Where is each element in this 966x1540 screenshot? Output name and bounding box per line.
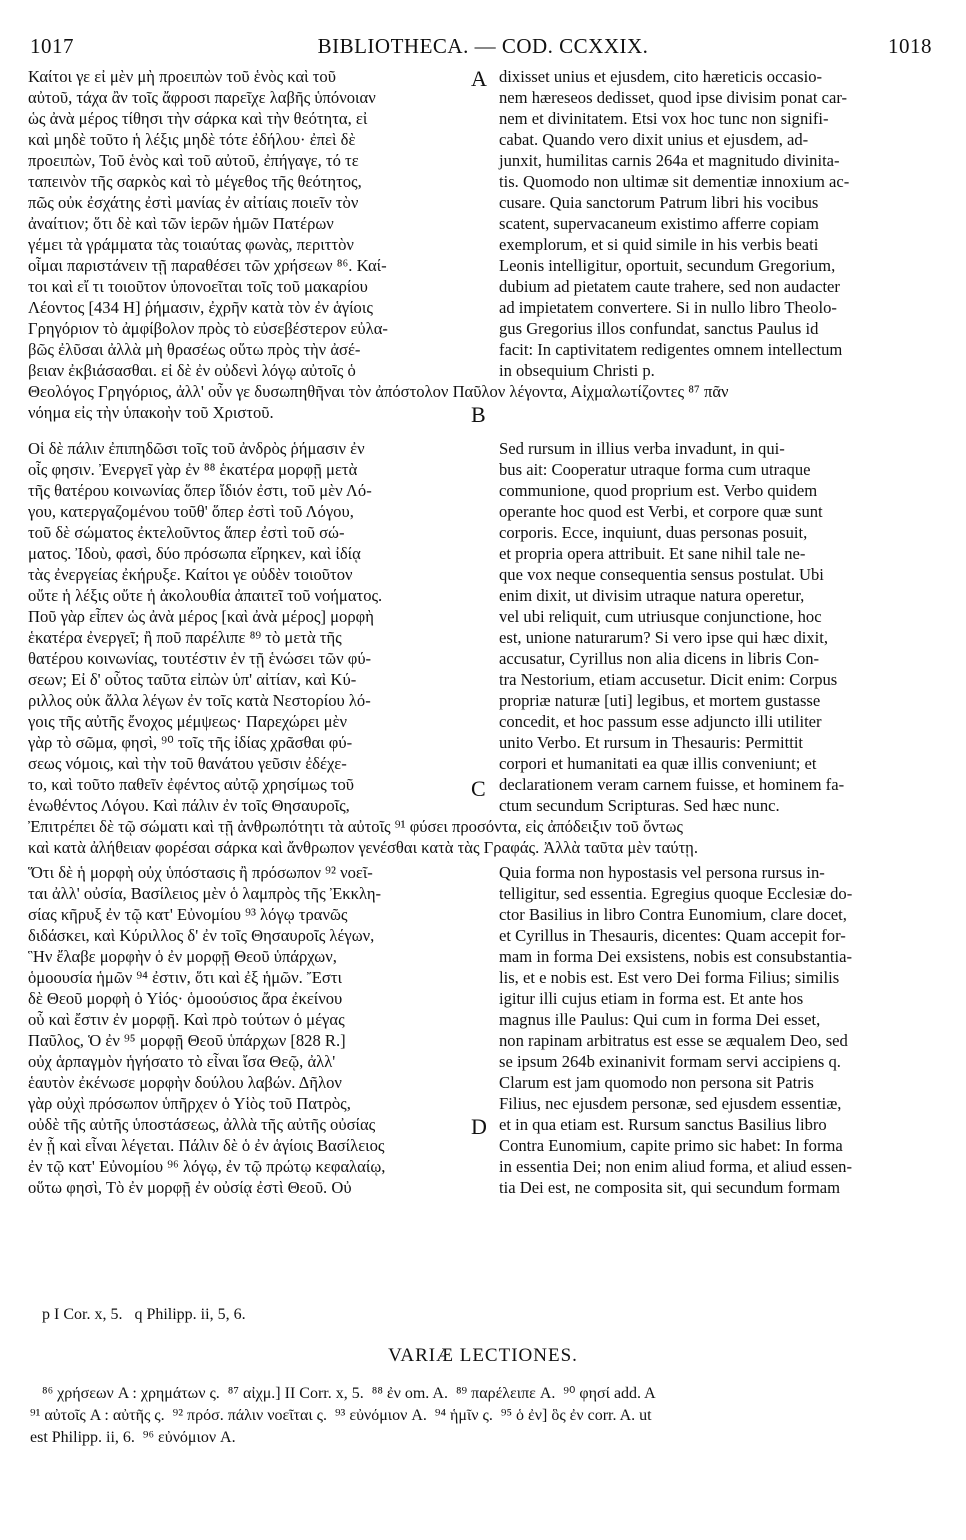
- greek-text-line: δὲ Θεοῦ μορφὴ ὁ Υἱός· ὁμοούσιος ἄρα ἐκείνου: [28, 989, 343, 1008]
- latin-text-line: igitur illi cujus etiam in forma est. Et ante hos: [499, 989, 804, 1008]
- left-page-number: 1017: [30, 34, 74, 58]
- greek-text-line: τὰς ἐνεργείας ἐκήρυξε. Καίτοι γε οὐδὲν τοιοῦτον: [28, 565, 353, 584]
- margin-letter-a: A: [471, 66, 487, 91]
- greek-text-line: ματος. Ἰδοὺ, φασὶ, δύο πρόσωπα εἴρηκεν, καὶ ἰδίᾳ: [28, 544, 361, 563]
- greek-text-line: οὗ καὶ ἔστιν ἐν μορφῇ. Καὶ πρὸ τούτων ὁ μέγας: [28, 1010, 345, 1029]
- greek-text-line: τοῦ δὲ σώματος ἐκτελοῦντος ἅπερ ἐστὶ τοῦ σώ-: [28, 523, 345, 542]
- latin-text-line: dixisset unius et ejusdem, cito hæreticis occasio-: [499, 67, 823, 86]
- latin-text-line: enim dixit, ut divisim utraque natura operetur,: [499, 586, 805, 605]
- greek-text-line: Γρηγόριον τὸ ἀμφίβολον πρὸς τὸ εὐσεβέστερον εὐλα-: [28, 319, 388, 338]
- greek-text-line: ἑκατέρα ἐνεργεῖ; ἢ ποῦ παρέλιπε ⁸⁹ τὸ μετὰ τῆς: [28, 628, 342, 647]
- full-width-line: Ἐπιτρέπει δὲ τῷ σώματι καὶ τῇ ἀνθρωπότητι τὰ αὐτοῖς ⁹¹ φύσει προσόντα, εἰς ἀπόδειξιν τοῦ ὄντως: [28, 817, 683, 836]
- latin-text-line: corporis. Ecce, inquiunt, duas personas posuit,: [499, 523, 808, 542]
- greek-text-line: Οἱ δὲ πάλιν ἐπιπηδῶσι τοῖς τοῦ ἀνδρὸς ῥήμασιν ἐν: [28, 439, 365, 458]
- latin-text-line: nem et divinitatem. Etsi vox hoc tunc non signifi-: [499, 109, 829, 128]
- latin-text-line: nem hæreseos dedisset, quod ipse divisim ponat car-: [499, 88, 848, 107]
- greek-text-line: θατέρου κοινωνίας, τουτέστιν ἐν τῇ ἑνώσει τῶν φύ-: [28, 649, 372, 668]
- greek-text-line: ἑαυτὸν ἐκένωσε μορφὴν δούλου λαβών. Δῆλον: [28, 1073, 342, 1092]
- latin-text-line: in essentia Dei; non enim aliud forma, et aliud essen-: [499, 1157, 852, 1176]
- greek-text-line: ταπεινὸν τῆς σαρκὸς καὶ τὸ μέγεθος τῆς θεότητος,: [28, 172, 362, 191]
- latin-text-line: Clarum est jam quomodo non persona sit Patris: [499, 1073, 814, 1092]
- greek-text-line: οὐχ ἁρπαγμὸν ἡγήσατο τὸ εἶναι ἴσα Θεῷ, ἀλλ': [28, 1052, 336, 1071]
- variant-line: ⁸⁶ χρήσεων A : χρημάτων ς. ⁸⁷ αἰχμ.] II Corr. x, 5. ⁸⁸ ἐν om. A. ⁸⁹ παρέλειπε A. ⁹⁰ φησί add. A: [42, 1385, 656, 1402]
- greek-text-line: οἷς φησιν. Ἐνεργεῖ γὰρ ἐν ⁸⁸ ἑκατέρα μορφῇ μετὰ: [28, 460, 358, 479]
- latin-text-line: mam in forma Dei exsistens, nobis est consubstantia-: [499, 947, 853, 966]
- greek-text-line: ὁμοουσία ἡμῶν ⁹⁴ ἐστιν, ὅτι καὶ ἐξ ἡμῶν. Ἔστι: [28, 968, 342, 987]
- latin-text-line: telligitur, sed essentia. Egregius quoque Ecclesiæ do-: [499, 884, 853, 903]
- greek-text-line: ται ἀλλ' οὐσία, Βασίλειος μὲν ὁ λαμπρὸς τῆς Ἐκκλη-: [28, 884, 382, 903]
- greek-text-line: Λέοντος [434 H] ῥήμασιν, ἐχρῆν κατὰ τὸν ἐν ἁγίοις: [28, 298, 373, 317]
- full-width-line: Θεολόγος Γρηγόριος, ἀλλ' οὖν γε δυσωπηθῆναι τὸν ἀπόστολον Παῦλον λέγοντα, Αἰχμαλωτίζοντες ⁸⁷ πᾶν: [28, 382, 729, 401]
- latin-text-line: tis. Quomodo non ultimæ sit dementiæ innoxium ac-: [499, 172, 850, 191]
- latin-text-line: vel ubi reliquit, cum utriusque conjunctione, hoc: [499, 607, 822, 626]
- running-header: [0, 34, 966, 60]
- latin-text-line: et in qua etiam est. Rursum sanctus Basilius libro: [499, 1115, 827, 1134]
- greek-text-line: το, καὶ τοῦτο παθεῖν ἐφέντος αὐτῷ χρησίμως τοῦ: [28, 775, 354, 794]
- latin-text-line: gus Gregorius illos confundat, sanctus Paulus id: [499, 319, 819, 338]
- latin-text-line: bus ait: Cooperatur utraque forma cum utraque: [499, 460, 811, 479]
- latin-text-line: ad impietatem convertere. Si in nullo libro Theolo-: [499, 298, 837, 317]
- variant-line: est Philipp. ii, 6. ⁹⁶ εὐνόμιον A.: [30, 1429, 236, 1446]
- greek-text-line: γοις τῆς αὐτῆς ἔνοχος μέμψεως· Παρεχώρει μὲν: [28, 712, 347, 731]
- latin-text-line: se ipsum 264b exinanivit formam servi accipiens q.: [499, 1052, 841, 1071]
- latin-text-line: tia Dei est, ne composita sit, qui secundum formam: [499, 1178, 841, 1197]
- greek-text-line: ριλλος οὐκ ἄλλα λέγων ἐν τοῖς κατὰ Νεστορίου λό-: [28, 691, 371, 710]
- latin-text-line: lis, et e nobis est. Est vero Dei forma Filius; similis: [499, 968, 840, 987]
- latin-text-line: dubium ad pietatem caute trahere, sed non audacter: [499, 277, 840, 296]
- right-page-number: 1018: [888, 34, 932, 58]
- greek-text-line: ἐν τῷ κατ' Εὐνομίου ⁹⁶ λόγῳ, ἐν τῷ πρώτῳ κεφαλαίῳ,: [28, 1157, 386, 1176]
- greek-text-line: βειαν ἐκβιάσασθαι. εἰ δὲ ἐν οὐδενὶ λόγῳ αὐτοῖς ὁ: [28, 361, 356, 380]
- greek-text-line: τοι καὶ εἴ τι τοιοῦτον ὑπονοεῖται τοῖς τοῦ μακαρίου: [28, 277, 368, 296]
- greek-text-line: Ποῦ γὰρ εἶπεν ὡς ἀνὰ μέρος [καὶ ἀνὰ μέρος] μορφὴ: [28, 607, 374, 626]
- greek-text-line: οὕτω φησὶ, Τὸ ἐν μορφῇ ἐν οὐσίᾳ ἐστὶ Θεοῦ. Οὐ: [28, 1178, 352, 1197]
- latin-text-line: propriæ naturæ [uti] legibus, et mortem gustasse: [499, 691, 821, 710]
- latin-text-line: communione, quod proprium est. Verbo quidem: [499, 481, 818, 500]
- greek-text-line: διδάσκει, καὶ Κύριλλος δ' ἐν τοῖς Θησαυροῖς λέγων,: [28, 926, 375, 945]
- latin-text-line: concedit, et hoc passum esse adjuncto illi utiliter: [499, 712, 822, 731]
- greek-text-line: ἑνωθέντος Λόγου. Καὶ πάλιν ἐν τοῖς Θησαυροῖς,: [28, 796, 350, 815]
- greek-text-line: ἐν ᾗ καὶ εἶναι λέγεται. Πάλιν δὲ ὁ ἐν ἁγίοις Βασίλειος: [28, 1136, 385, 1155]
- latin-text-line: Leonis intelligitur, oportuit, secundum Gregorium,: [499, 256, 836, 275]
- header-title: BIBLIOTHECA. — COD. CCXXIX.: [317, 34, 649, 58]
- greek-text-line: ἀναίτιον; ὅτι δὲ καὶ τῶν ἱερῶν ἡμῶν Πατέρων: [28, 214, 334, 233]
- footnote: p I Cor. x, 5. q Philipp. ii, 5, 6.: [42, 1306, 246, 1323]
- greek-text-line: σίας κῆρυξ ἐν τῷ κατ' Εὐνομίου ⁹³ λόγῳ τρανῶς: [28, 905, 348, 924]
- greek-text-line: Ὅτι δὲ ἡ μορφὴ οὐχ ὑπόστασις ἢ πρόσωπον ⁹² νοεῖ-: [28, 863, 373, 882]
- latin-text-line: Sed rursum in illius verba invadunt, in qui-: [499, 439, 785, 458]
- latin-text-line: magnus ille Paulus: Qui cum in forma Dei esset,: [499, 1010, 821, 1029]
- latin-text-line: tra Nestorium, etiam accusetur. Dicit enim: Corpus: [499, 670, 838, 689]
- latin-text-line: cabat. Quando vero dixit unius et ejusdem, ad-: [499, 130, 809, 149]
- latin-text-line: accusatur, Cyrillus non alia dicens in libris Con-: [499, 649, 820, 668]
- greek-text-line: ὡς ἀνὰ μέρος τίθησι τὴν σάρκα καὶ τὴν θεότητα, εἰ: [28, 109, 368, 128]
- greek-text-line: Παῦλος, Ὁ ἐν ⁹⁵ μορφῇ Θεοῦ ὑπάρχων [828 R.]: [28, 1031, 346, 1050]
- margin-letter-b: B: [471, 402, 486, 427]
- greek-text-line: γὰρ τὸ σῶμα, φησὶ, ⁹⁰ τοῖς τῆς ἰδίας χρᾶσθαι φύ-: [28, 733, 353, 752]
- latin-text-line: non rapinam arbitratus est esse se æqualem Deo, sed: [499, 1031, 848, 1050]
- latin-text-line: et Cyrillus in Thesauris, dicentes: Quam accepit for-: [499, 926, 846, 945]
- latin-text-line: unito Verbo. Et rursum in Thesauris: Permittit: [499, 733, 804, 752]
- latin-text-line: junxit, humilitas carnis 264a et magnitudo divinita-: [499, 151, 840, 170]
- variant-line: ⁹¹ αὐτοῖς A : αὐτῆς ς. ⁹² πρόσ. πάλιν νοεῖται ς. ⁹³ εὐνόμιον A. ⁹⁴ ἡμῖν ς. ⁹⁵ ὁ ἐν] ὃς ἐν corr. A. ut: [30, 1407, 652, 1424]
- latin-text-line: cusare. Quia sanctorum Patrum libri his vocibus: [499, 193, 819, 212]
- greek-text-line: προειπὼν, Τοῦ ἑνὸς καὶ τοῦ αὐτοῦ, ἐπήγαγε, τό τε: [28, 151, 359, 170]
- greek-text-line: τῆς θατέρου κοινωνίας ὅπερ ἴδιόν ἐστι, τοῦ μὲν Λό-: [28, 481, 372, 500]
- latin-text-line: operante hoc quod est Verbi, et corpore quæ sunt: [499, 502, 823, 521]
- variae-lectiones-title: VARIÆ LECTIONES.: [388, 1345, 578, 1366]
- latin-text-line: Contra Eunomium, capite primo sic habet: In forma: [499, 1136, 843, 1155]
- latin-text-line: Quia forma non hypostasis vel persona rursus in-: [499, 863, 825, 882]
- latin-text-line: in obsequium Christi p.: [499, 361, 655, 380]
- greek-text-line: καὶ μηδὲ τοῦτο ἡ λέξις μηδὲ τότε ἐδήλου· ἐπεὶ δὲ: [28, 130, 356, 149]
- latin-text-line: exemplorum, et si quid simile in his verbis beati: [499, 235, 819, 254]
- latin-text-line: facit: In captivitatem redigentes omnem intellectum: [499, 340, 843, 359]
- latin-text-line: est, unione naturarum? Si vero ipse qui hæc dixit,: [499, 628, 829, 647]
- greek-text-line: σεως νόμοις, καὶ τὴν τοῦ θανάτου γεῦσιν ἐδέχε-: [28, 754, 347, 773]
- latin-text-line: ctor Basilius in libro Contra Eunomium, clare docet,: [499, 905, 847, 924]
- greek-text-line: οὐδὲ τῆς αὐτῆς ὑποστάσεως, ἀλλὰ τῆς αὐτῆς οὐσίας: [28, 1115, 376, 1134]
- latin-text-line: ctum secundum Scripturas. Sed hæc nunc.: [499, 796, 780, 815]
- greek-text-line: πῶς οὐκ ἐσχάτης ἐστὶ μανίας ἐν αἰτίαις ποιεῖν τὸν: [28, 193, 359, 212]
- margin-letter-c: C: [471, 776, 486, 801]
- full-width-line: καὶ κατὰ ἀλήθειαν φορέσαι σάρκα καὶ ἄνθρωπον γενέσθαι κατὰ τὰς Γραφάς. Ἀλλὰ ταῦτα μὲν ταύτῃ.: [28, 838, 698, 857]
- greek-text-line: σεων; Εἰ δ' οὗτος ταῦτα εἰπὼν ὑπ' αἰτίαν, καὶ Κύ-: [28, 670, 357, 689]
- latin-text-line: corpori et humanitati ea quæ illis conveniunt; et: [499, 754, 817, 773]
- margin-letter-d: D: [471, 1114, 487, 1139]
- greek-text-line: γέμει τὰ γράμματα τὰς τοιαύτας φωνὰς, περιττὸν: [28, 235, 354, 254]
- greek-text-line: Ἣν ἔλαβε μορφὴν ὁ ἐν μορφῇ Θεοῦ ὑπάρχων,: [28, 947, 337, 966]
- greek-text-line: οὔτε ἡ λέξις οὔτε ἡ ἀκολουθία ἀπαιτεῖ τοῦ νοήματος.: [28, 586, 383, 605]
- greek-text-line: οἶμαι παριστάνειν τῇ παραθέσει τῶν χρήσεων ⁸⁶. Καί-: [28, 256, 387, 275]
- greek-text-line: γου, κατεργαζομένου τοῦθ' ὅπερ ἐστὶ τοῦ Λόγου,: [28, 502, 354, 521]
- greek-text-line: αὐτοῦ, τάχα ἂν τοῖς ἄφροσι παρεῖχε λαβῆς ὑπόνοιαν: [28, 88, 376, 107]
- latin-text-line: scatent, supervacaneum existimo afferre copiam: [499, 214, 819, 233]
- latin-text-line: Filius, nec ejusdem personæ, sed ejusdem essentiæ,: [499, 1094, 842, 1113]
- greek-text-line: γὰρ οὐχὶ πρόσωπον ὑπῆρχεν ὁ Υἱὸς τοῦ Πατρὸς,: [28, 1094, 351, 1113]
- latin-text-line: que vox neque consequentia sensus postulat. Ubi: [499, 565, 824, 584]
- greek-text-line: νόημα εἰς τὴν ὑπακοὴν τοῦ Χριστοῦ.: [28, 403, 274, 422]
- greek-text-line: βῶς ἐλῦσαι ἀλλὰ μὴ θρασέως οὕτω πρὸς τὴν ἀσέ-: [28, 340, 361, 359]
- latin-text-line: et propria opera attribuit. Et sane nihil tale ne-: [499, 544, 806, 563]
- greek-text-line: Καίτοι γε εἰ μὲν μὴ προειπὼν τοῦ ἑνὸς καὶ τοῦ: [28, 67, 336, 86]
- latin-text-line: declarationem veram carnem fuisse, et hominem fa-: [499, 775, 845, 794]
